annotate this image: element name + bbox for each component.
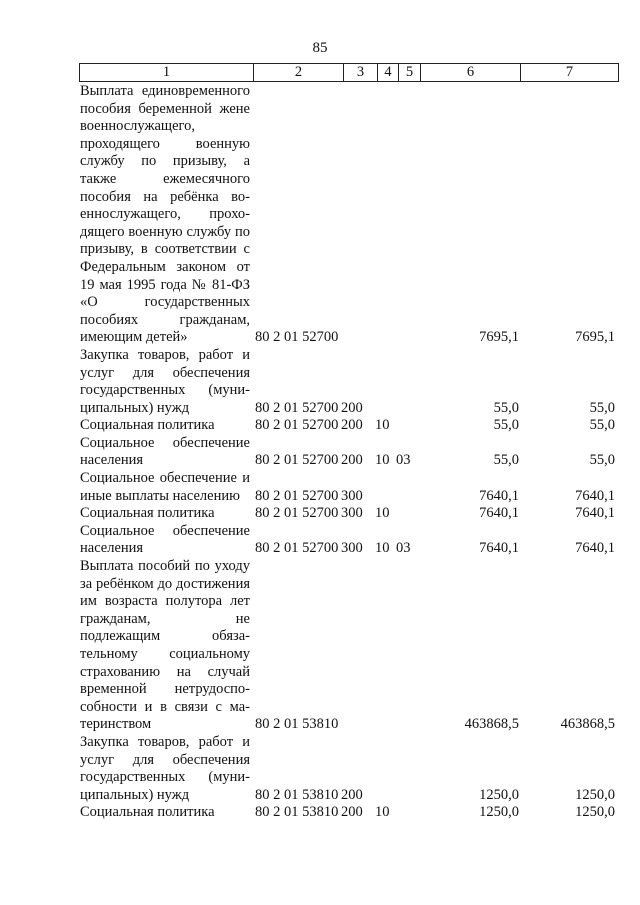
row-rz: 10 [375, 417, 390, 434]
row-pr: 03 [396, 452, 411, 469]
row-vr: 200 [341, 399, 363, 416]
column-header-2: 2 [254, 64, 344, 82]
row-value-7: 55,0 [589, 452, 615, 469]
row-value-7: 7640,1 [575, 487, 615, 504]
row-code: 80 2 01 52700 [255, 329, 339, 346]
row-value-6: 7695,1 [479, 329, 519, 346]
row-name: Выплата пособий по уходу за ребёнком до достижения им возраста полутора лет гражданам, не подлежащим обязательному социальному страхованию на случай временной нетрудоспособности и в связи с материнством [80, 558, 250, 733]
row-value-6: 7640,1 [479, 487, 519, 504]
table-row [80, 523, 620, 558]
row-name: Социальная политика [80, 417, 215, 434]
row-name: Социальная политика [80, 804, 215, 821]
column-header-1: 1 [80, 64, 254, 82]
column-header-3: 3 [344, 64, 378, 82]
row-name: Социальное обеспечение населения [80, 434, 250, 469]
table-row [80, 347, 620, 417]
row-code: 80 2 01 52700 [255, 417, 339, 434]
row-code: 80 2 01 52700 [255, 487, 339, 504]
column-header-row [80, 64, 619, 82]
column-header-7: 7 [521, 64, 619, 82]
row-name: Закупка товаров, работ и услуг для обеспечения государственных (муниципальных) нужд [80, 733, 250, 803]
row-rz: 10 [375, 452, 390, 469]
table-row [80, 734, 620, 804]
budget-table-body [80, 83, 620, 822]
row-code: 80 2 01 53810 [255, 716, 339, 733]
table-row [80, 804, 620, 822]
table-row [80, 83, 620, 347]
row-value-6: 1250,0 [479, 786, 519, 803]
page-number: 85 [312, 40, 328, 56]
column-header-5: 5 [399, 64, 421, 82]
row-value-6: 7640,1 [479, 540, 519, 557]
row-vr: 200 [341, 417, 363, 434]
row-value-7: 463868,5 [560, 716, 615, 733]
row-value-7: 55,0 [589, 417, 615, 434]
row-value-7: 1250,0 [575, 804, 615, 821]
table-row [80, 417, 620, 435]
table-row [80, 435, 620, 470]
row-value-7: 1250,0 [575, 786, 615, 803]
row-value-7: 7695,1 [575, 329, 615, 346]
row-value-6: 463868,5 [464, 716, 519, 733]
table-row [80, 558, 620, 734]
column-header-4: 4 [378, 64, 399, 82]
row-pr: 03 [396, 540, 411, 557]
row-value-7: 7640,1 [575, 505, 615, 522]
row-code: 80 2 01 53810 [255, 804, 339, 821]
row-value-6: 7640,1 [479, 505, 519, 522]
row-code: 80 2 01 52700 [255, 399, 339, 416]
row-vr: 300 [341, 540, 363, 557]
row-value-6: 55,0 [493, 399, 519, 416]
row-vr: 200 [341, 804, 363, 821]
row-vr: 200 [341, 452, 363, 469]
row-value-6: 1250,0 [479, 804, 519, 821]
row-code: 80 2 01 52700 [255, 540, 339, 557]
row-value-6: 55,0 [493, 417, 519, 434]
row-rz: 10 [375, 804, 390, 821]
table-row [80, 505, 620, 523]
row-name: Закупка товаров, работ и услуг для обеспечения государственных (муниципальных) нужд [80, 346, 250, 416]
row-name: Социальное обеспечение и иные выплаты населению [80, 470, 250, 504]
row-code: 80 2 01 53810 [255, 786, 339, 803]
row-value-6: 55,0 [493, 452, 519, 469]
row-vr: 300 [341, 487, 363, 504]
column-header-table [79, 63, 619, 82]
row-value-7: 7640,1 [575, 540, 615, 557]
row-code: 80 2 01 52700 [255, 452, 339, 469]
row-rz: 10 [375, 540, 390, 557]
row-rz: 10 [375, 505, 390, 522]
row-name: Социальная политика [80, 505, 215, 522]
row-vr: 300 [341, 505, 363, 522]
row-name: Выплата единовременного пособия беременной жене военнослужащего, проходящего военную службу по призыву, а также ежемесячного пособия на ребёнка военнослужащего, проходящего военную службу по призыву, в соответствии с Федеральным законом от 19 мая 1995 года № 81-ФЗ «О государственных пособиях гражданам, имеющим детей» [80, 83, 250, 346]
row-vr: 200 [341, 786, 363, 803]
row-value-7: 55,0 [589, 399, 615, 416]
row-name: Социальное обеспечение населения [80, 522, 250, 557]
row-code: 80 2 01 52700 [255, 505, 339, 522]
column-header-6: 6 [421, 64, 521, 82]
table-row [80, 470, 620, 505]
